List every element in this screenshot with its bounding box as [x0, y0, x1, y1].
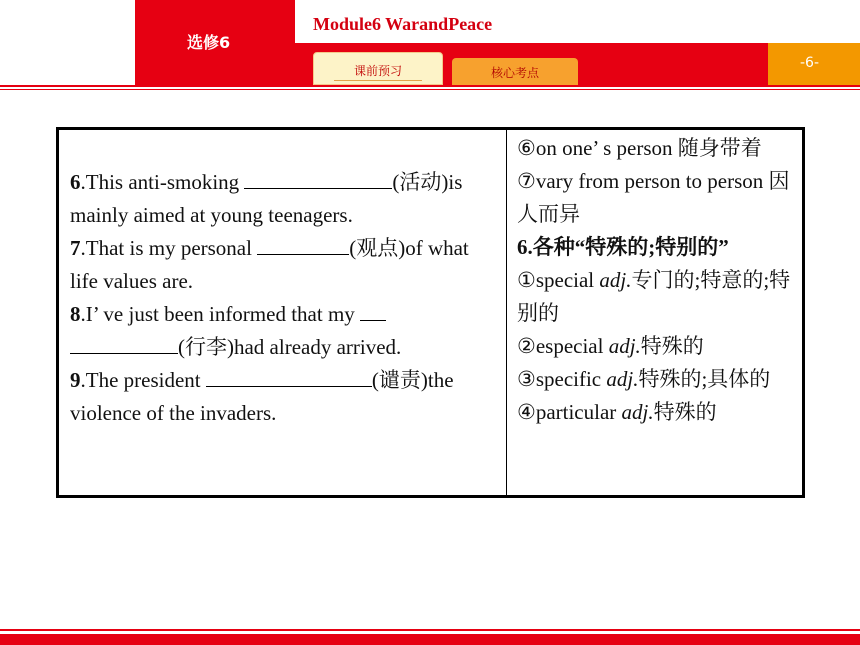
- header-rule: [0, 85, 860, 87]
- meaning: 特殊的: [640, 334, 704, 358]
- column-divider: [506, 130, 507, 495]
- module-title: Module6 WarandPeace: [313, 14, 493, 34]
- word-entry: [517, 396, 802, 429]
- item-text: .The president: [80, 368, 206, 392]
- word: ②especial: [517, 334, 609, 358]
- content-table: [56, 127, 805, 498]
- answer-blank[interactable]: [257, 234, 349, 255]
- footer-rule: [0, 634, 860, 645]
- phrase-line: ⑦vary from person to person 因人而异: [517, 169, 790, 226]
- meaning: 专门的;特意的;特别的: [517, 268, 791, 325]
- phrase-line: ⑥on one’ s person 随身带着: [517, 136, 762, 160]
- item-number: 9: [70, 368, 81, 392]
- word: ③specific: [517, 367, 607, 391]
- exercise-column: [70, 166, 490, 430]
- answer-blank[interactable]: [360, 300, 386, 321]
- item-text: .That is my personal: [80, 236, 258, 260]
- item-text-after: (观点)of what life values are.: [70, 236, 469, 293]
- item-text: .This anti-smoking: [80, 170, 245, 194]
- item-text-after: (行李)had already arrived.: [178, 335, 402, 359]
- tab-core-points-label: 核心考点: [490, 66, 539, 80]
- header-rule-thin: [0, 89, 860, 90]
- footer-rule-thin: [0, 629, 860, 631]
- exercise-item-7: [70, 232, 490, 298]
- tab-core-points[interactable]: [452, 58, 578, 85]
- header-left-blank: [0, 0, 135, 85]
- part-of-speech: adj.: [599, 268, 632, 292]
- word-entry: [517, 264, 802, 330]
- answer-blank-cont[interactable]: [70, 333, 178, 354]
- answer-blank[interactable]: [244, 168, 392, 189]
- exercise-item-9: [70, 364, 490, 430]
- notes-column: [517, 132, 802, 429]
- part-of-speech: adj.: [608, 334, 641, 358]
- page-number-panel: [768, 43, 860, 85]
- item-number: 6: [70, 170, 81, 194]
- notes-heading: 6.各种“特殊的;特别的”: [517, 235, 729, 259]
- item-number: 7: [70, 236, 81, 260]
- item-text-after: (谴责)the violence of the invaders.: [70, 368, 454, 425]
- tab-preview[interactable]: [313, 52, 443, 85]
- tab-underline: [334, 80, 422, 81]
- book-label-panel: [135, 0, 295, 85]
- meaning: 特殊的;具体的: [638, 367, 771, 391]
- word-entry: [517, 330, 802, 363]
- answer-blank[interactable]: [206, 366, 372, 387]
- word-entry: [517, 363, 802, 396]
- item-text-after: (活动)is mainly aimed at young teenagers.: [70, 170, 463, 227]
- exercise-item-8: [70, 298, 490, 364]
- word: ①special: [517, 268, 600, 292]
- meaning: 特殊的: [653, 400, 717, 424]
- tab-preview-label: 课前预习: [353, 64, 402, 78]
- part-of-speech: adj.: [606, 367, 639, 391]
- item-number: 8: [70, 302, 81, 326]
- book-label: 选修6: [187, 33, 231, 52]
- exercise-item-6: [70, 166, 490, 232]
- item-text: .I’ ve just been informed that my: [80, 302, 361, 326]
- word: ④particular: [517, 400, 622, 424]
- page-number: -6-: [800, 55, 820, 71]
- part-of-speech: adj.: [621, 400, 654, 424]
